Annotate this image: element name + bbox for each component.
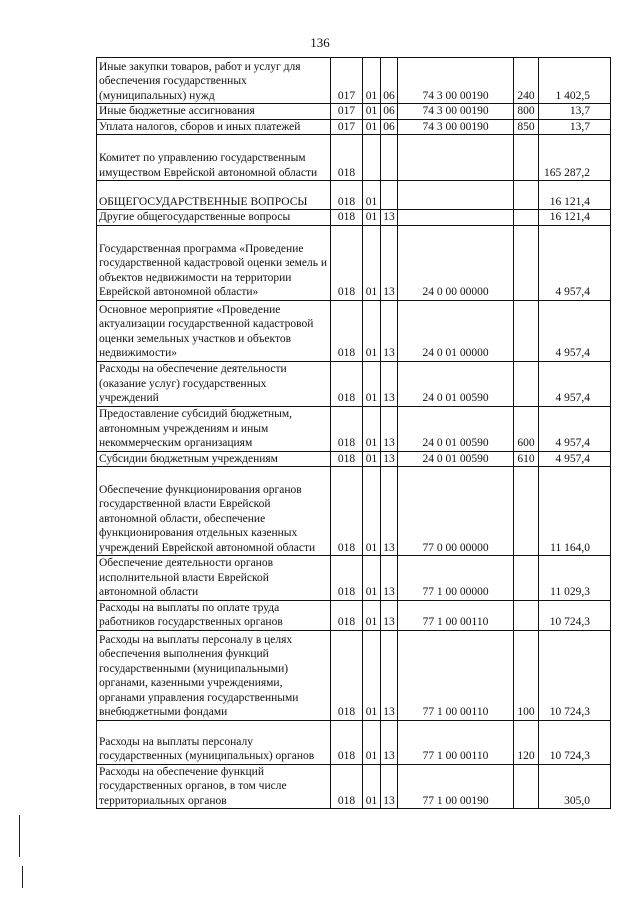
row-section-code [363, 135, 381, 181]
row-section-code: 01 [363, 467, 381, 556]
row-ministry-code: 017 [331, 104, 363, 120]
table-row [97, 764, 611, 809]
row-name: Обеспечение функционирования органов государственной власти Еврейской автономной области, обеспечение функционирования отдельных казенных учреждений Еврейской автономной области [97, 467, 331, 556]
row-section-code: 01 [363, 300, 381, 361]
row-subsection-code: 13 [381, 451, 398, 467]
row-ministry-code: 018 [331, 720, 363, 764]
table-row [97, 467, 611, 556]
row-target-code: 24 0 01 00590 [398, 406, 514, 451]
row-expense-type [514, 135, 539, 181]
row-section-code: 01 [363, 210, 381, 226]
row-target-code: 24 0 01 00590 [398, 361, 514, 406]
row-target-code [398, 181, 514, 210]
row-name: Иные закупки товаров, работ и услуг для обеспечения государственных (муниципальных) нужд [97, 58, 331, 104]
row-section-code: 01 [363, 58, 381, 104]
row-ministry-code: 018 [331, 181, 363, 210]
table-row [97, 210, 611, 226]
row-ministry-code: 018 [331, 225, 363, 300]
table-row [97, 300, 611, 361]
row-amount: 165 287,2 [539, 135, 611, 181]
table-row [97, 600, 611, 630]
row-expense-type: 120 [514, 720, 539, 764]
row-section-code: 01 [363, 225, 381, 300]
row-name: Уплата налогов, сборов и иных платежей [97, 119, 331, 135]
row-ministry-code: 018 [331, 135, 363, 181]
row-expense-type [514, 556, 539, 601]
row-section-code: 01 [363, 361, 381, 406]
row-expense-type: 850 [514, 119, 539, 135]
budget-table-body [97, 58, 611, 809]
row-subsection-code: 06 [381, 58, 398, 104]
row-amount: 10 724,3 [539, 720, 611, 764]
row-target-code: 74 3 00 00190 [398, 119, 514, 135]
row-ministry-code: 018 [331, 406, 363, 451]
row-subsection-code: 13 [381, 361, 398, 406]
row-section-code: 01 [363, 451, 381, 467]
row-section-code: 01 [363, 720, 381, 764]
row-ministry-code: 018 [331, 600, 363, 630]
row-subsection-code: 13 [381, 467, 398, 556]
row-amount: 16 121,4 [539, 181, 611, 210]
row-amount: 10 724,3 [539, 600, 611, 630]
row-subsection-code: 13 [381, 600, 398, 630]
row-target-code: 77 1 00 00190 [398, 764, 514, 809]
row-amount: 13,7 [539, 119, 611, 135]
row-name: Расходы на обеспечение деятельности (оказание услуг) государственных учреждений [97, 361, 331, 406]
row-amount: 1 402,5 [539, 58, 611, 104]
row-ministry-code: 017 [331, 119, 363, 135]
row-target-code: 77 1 00 00110 [398, 720, 514, 764]
row-section-code: 01 [363, 406, 381, 451]
row-subsection-code: 13 [381, 556, 398, 601]
row-amount: 4 957,4 [539, 225, 611, 300]
row-expense-type [514, 467, 539, 556]
row-name: Предоставление субсидий бюджетным, автономным учреждениям и иным некоммерческим организациям [97, 406, 331, 451]
row-subsection-code: 13 [381, 406, 398, 451]
row-target-code [398, 135, 514, 181]
row-amount: 11 029,3 [539, 556, 611, 601]
row-ministry-code: 017 [331, 58, 363, 104]
row-subsection-code: 13 [381, 720, 398, 764]
row-subsection-code: 13 [381, 300, 398, 361]
row-expense-type [514, 600, 539, 630]
row-target-code: 77 1 00 00110 [398, 600, 514, 630]
row-amount: 305,0 [539, 764, 611, 809]
row-name: Комитет по управлению государственным имуществом Еврейской автономной области [97, 135, 331, 181]
row-target-code: 74 3 00 00190 [398, 58, 514, 104]
row-ministry-code: 018 [331, 556, 363, 601]
row-amount: 10 724,3 [539, 630, 611, 720]
row-ministry-code: 018 [331, 300, 363, 361]
row-name: Расходы на обеспечение функций государственных органов, в том числе территориальных органов [97, 764, 331, 809]
row-ministry-code: 018 [331, 467, 363, 556]
table-row [97, 406, 611, 451]
row-ministry-code: 018 [331, 451, 363, 467]
row-name: Обеспечение деятельности органов исполнительной власти Еврейской автономной области [97, 556, 331, 601]
row-subsection-code [381, 135, 398, 181]
row-subsection-code: 13 [381, 225, 398, 300]
row-section-code: 01 [363, 556, 381, 601]
table-row [97, 104, 611, 120]
row-subsection-code: 06 [381, 119, 398, 135]
row-ministry-code: 018 [331, 764, 363, 809]
row-target-code: 24 0 01 00000 [398, 300, 514, 361]
row-target-code: 24 0 00 00000 [398, 225, 514, 300]
row-section-code: 01 [363, 104, 381, 120]
row-target-code: 77 1 00 00000 [398, 556, 514, 601]
row-expense-type [514, 210, 539, 226]
row-subsection-code: 13 [381, 210, 398, 226]
scan-mark [22, 866, 23, 888]
row-subsection-code [381, 181, 398, 210]
row-expense-type [514, 181, 539, 210]
row-expense-type: 100 [514, 630, 539, 720]
row-subsection-code: 06 [381, 104, 398, 120]
row-expense-type: 610 [514, 451, 539, 467]
row-amount: 4 957,4 [539, 451, 611, 467]
row-name: Государственная программа «Проведение государственной кадастровой оценки земель и объектов недвижимости на территории Еврейской автономной области» [97, 225, 331, 300]
table-row [97, 720, 611, 764]
table-row [97, 451, 611, 467]
row-expense-type [514, 225, 539, 300]
row-ministry-code: 018 [331, 361, 363, 406]
budget-table [96, 57, 611, 809]
row-amount: 13,7 [539, 104, 611, 120]
table-row [97, 225, 611, 300]
row-expense-type [514, 764, 539, 809]
row-expense-type: 800 [514, 104, 539, 120]
row-amount: 4 957,4 [539, 406, 611, 451]
row-ministry-code: 018 [331, 630, 363, 720]
row-target-code [398, 210, 514, 226]
row-section-code: 01 [363, 630, 381, 720]
row-amount: 11 164,0 [539, 467, 611, 556]
row-target-code: 77 0 00 00000 [398, 467, 514, 556]
table-row [97, 181, 611, 210]
table-row [97, 58, 611, 104]
row-name: ОБЩЕГОСУДАРСТВЕННЫЕ ВОПРОСЫ [97, 181, 331, 210]
row-target-code: 74 3 00 00190 [398, 104, 514, 120]
row-name: Субсидии бюджетным учреждениям [97, 451, 331, 467]
row-expense-type [514, 300, 539, 361]
row-ministry-code: 018 [331, 210, 363, 226]
row-section-code: 01 [363, 119, 381, 135]
row-target-code: 24 0 01 00590 [398, 451, 514, 467]
row-expense-type: 240 [514, 58, 539, 104]
row-name: Иные бюджетные ассигнования [97, 104, 331, 120]
page-number: 136 [310, 35, 330, 50]
row-amount: 4 957,4 [539, 361, 611, 406]
row-section-code: 01 [363, 764, 381, 809]
table-row [97, 119, 611, 135]
row-name: Другие общегосударственные вопросы [97, 210, 331, 226]
row-section-code: 01 [363, 600, 381, 630]
table-row [97, 361, 611, 406]
table-row [97, 556, 611, 601]
row-name: Расходы на выплаты персоналу в целях обеспечения выполнения функций государственными (муниципальными) органами, казенными учреждениями, органами управления государственными внебюджетными фондами [97, 630, 331, 720]
row-section-code: 01 [363, 181, 381, 210]
row-subsection-code: 13 [381, 630, 398, 720]
row-name: Расходы на выплаты по оплате труда работников государственных органов [97, 600, 331, 630]
row-amount: 16 121,4 [539, 210, 611, 226]
scan-mark [19, 815, 20, 857]
row-expense-type: 600 [514, 406, 539, 451]
row-expense-type [514, 361, 539, 406]
row-target-code: 77 1 00 00110 [398, 630, 514, 720]
table-row [97, 630, 611, 720]
row-amount: 4 957,4 [539, 300, 611, 361]
row-subsection-code: 13 [381, 764, 398, 809]
row-name: Расходы на выплаты персоналу государственных (муниципальных) органов [97, 720, 331, 764]
row-name: Основное мероприятие «Проведение актуализации государственной кадастровой оценки земельных участков и объектов недвижимости» [97, 300, 331, 361]
table-row [97, 135, 611, 181]
